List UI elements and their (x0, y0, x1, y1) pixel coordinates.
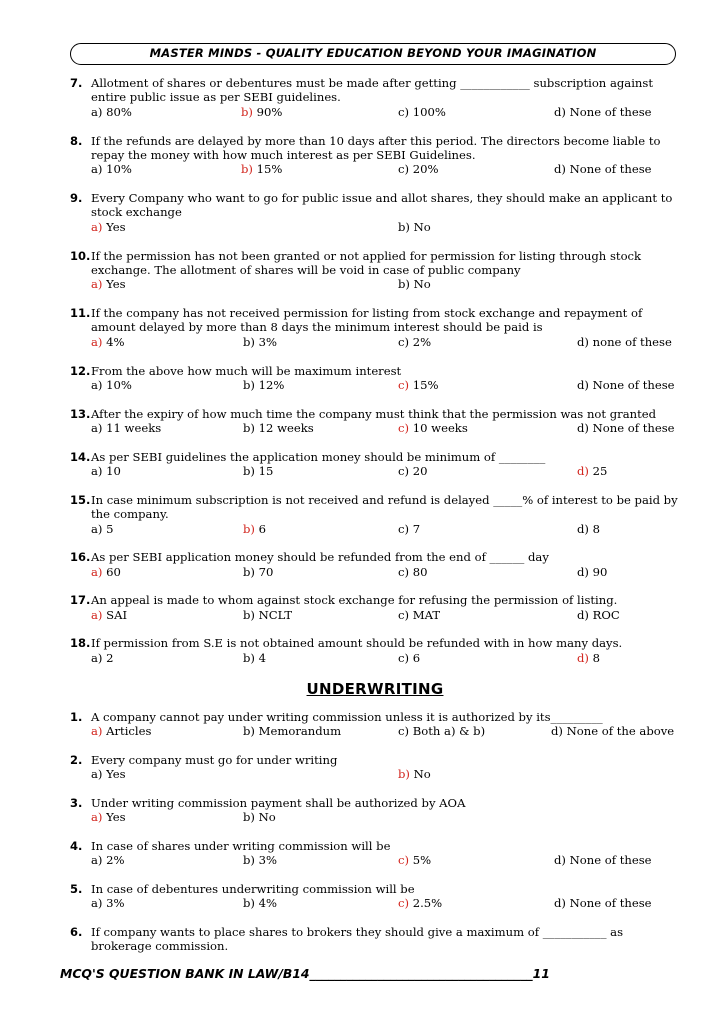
answer-option (398, 853, 431, 867)
options-row (91, 565, 680, 579)
answer-option (398, 767, 431, 781)
option (243, 335, 277, 349)
option-letter: a) (91, 896, 103, 911)
question-text: Under writing commission payment shall be authorized by AOA (91, 795, 466, 810)
option-text: Articles (102, 723, 152, 738)
answer-option (91, 724, 151, 738)
option-letter: a) (91, 162, 103, 177)
question-text: If the refunds are delayed by more than 10 days after this period. The directors become liable to repay the money with how much interest as per SEBI Guidelines. (91, 133, 661, 162)
options-row (91, 220, 680, 234)
option (243, 421, 314, 435)
option-text: 12% (254, 377, 285, 392)
question-text: Every Company who want to go for public issue and allot shares, they should make an applicant to stock exchange (91, 191, 673, 220)
option-letter: b) (243, 421, 255, 435)
option-letter: b) (243, 853, 255, 868)
option (398, 608, 440, 622)
question-text: After the expiry of how much time the company must think that the permission was not granted (91, 406, 657, 421)
options-row (91, 896, 680, 910)
option (398, 162, 439, 176)
option-letter: b) (243, 896, 255, 911)
options-row (91, 421, 680, 435)
option (398, 724, 485, 738)
option-letter: d) (577, 334, 589, 349)
question-text: From the above how much will be maximum interest (91, 363, 402, 378)
option-letter: c) (398, 896, 410, 911)
option-text: Both a) & b) (409, 723, 486, 738)
option-text: 3% (254, 334, 278, 349)
options-row (91, 810, 680, 824)
option-letter: a) (91, 767, 103, 782)
option (243, 896, 277, 910)
question-number: 3. (70, 795, 83, 810)
option (243, 565, 273, 579)
question-number: 12. (70, 363, 91, 378)
question-number: 16. (70, 550, 91, 565)
option-letter: b) (243, 810, 255, 825)
option (577, 421, 675, 435)
option-text: None of these (565, 104, 652, 119)
option-text: Yes (102, 767, 126, 782)
option-text: 10% (102, 162, 132, 177)
options-row (91, 853, 680, 867)
question-number: 15. (70, 492, 91, 507)
option-text: 8 (588, 521, 601, 536)
option (243, 810, 276, 824)
question-number: 11. (70, 306, 91, 320)
option-text: 12 weeks (254, 421, 314, 435)
option (398, 105, 446, 119)
question-number: 8. (70, 133, 83, 148)
option (91, 651, 114, 665)
option-text: 8 (588, 650, 601, 665)
option-letter: b) (398, 219, 410, 234)
option-letter: a) (91, 564, 103, 579)
option (398, 651, 420, 665)
question-item (70, 407, 680, 436)
option (91, 378, 132, 392)
option-text: SAI (102, 607, 128, 622)
option-letter: a) (91, 464, 103, 479)
option-letter: b) (243, 607, 255, 622)
options-row (91, 724, 680, 738)
option-text: 7 (409, 521, 421, 536)
option (91, 767, 126, 781)
option-letter: c) (398, 853, 410, 868)
answer-option (398, 896, 442, 910)
option (243, 378, 284, 392)
answer-option (577, 651, 600, 665)
option-text: 3% (254, 853, 278, 868)
question-number: 13. (70, 406, 91, 421)
answer-option (241, 105, 282, 119)
answer-option (91, 565, 121, 579)
question-text: Every company must go for under writing (91, 752, 338, 767)
option (577, 378, 675, 392)
option-letter: b) (243, 564, 255, 579)
question-item (70, 593, 680, 622)
option-letter: b) (243, 464, 255, 479)
option-letter: a) (91, 104, 103, 119)
option-text: ROC (588, 607, 620, 622)
question-number: 6. (70, 925, 83, 940)
option-text: None of these (588, 421, 675, 435)
options-row (91, 105, 680, 119)
answer-option (241, 162, 282, 176)
option-letter: d) (577, 521, 589, 536)
option-text: None of these (565, 162, 652, 177)
option-text: 5% (409, 853, 432, 868)
question-item (70, 450, 680, 479)
question-item (70, 796, 680, 825)
option-letter: b) (243, 521, 255, 536)
option (554, 896, 652, 910)
question-item (70, 306, 680, 349)
option-text: 3% (102, 896, 125, 911)
section-heading (70, 679, 680, 698)
option-letter: a) (91, 810, 103, 825)
option (554, 105, 652, 119)
question-number: 5. (70, 881, 83, 896)
option-text: 100% (409, 104, 446, 119)
question-item (70, 134, 680, 177)
option (577, 608, 620, 622)
option (243, 853, 277, 867)
option-letter: d) (551, 723, 563, 738)
option-letter: b) (241, 104, 253, 119)
option-text: 2 (102, 650, 114, 665)
option-text: No (409, 277, 431, 292)
option-letter: d) (577, 564, 589, 579)
option-letter: a) (91, 853, 103, 868)
option-letter: a) (91, 219, 103, 234)
question-text: In case of shares under writing commission will be (91, 838, 391, 853)
option (91, 464, 121, 478)
question-text: If permission from S.E is not obtained amount should be refunded with in how many days. (91, 636, 623, 651)
option-letter: c) (398, 162, 410, 177)
question-text: As per SEBI application money should be refunded from the end of ______ day (91, 550, 549, 565)
question-text: If company wants to place shares to brokers they should give a maximum of ___________ as brokerage commission. (91, 925, 624, 954)
option (398, 464, 427, 478)
question-number: 9. (70, 191, 83, 205)
option-text: 15% (409, 377, 439, 392)
option-letter: c) (398, 421, 410, 435)
options-row (91, 464, 680, 478)
option-text: 60 (102, 564, 121, 579)
option (398, 220, 431, 234)
option-letter: b) (243, 334, 255, 349)
question-item (70, 710, 680, 739)
question-text: Allotment of shares or debentures must be made after getting ____________ subscription against entire public issue as per SEBI guidelines. (91, 76, 653, 105)
option-text: 5 (102, 521, 114, 536)
question-text: If the company has not received permission for listing from stock exchange and repayment of amount delayed by more than 8 days the minimum interest should be paid is (91, 306, 643, 335)
option-letter: c) (398, 104, 410, 119)
question-list (70, 76, 680, 968)
option-text: 2% (102, 853, 125, 868)
option-letter: b) (243, 723, 255, 738)
question-text: An appeal is made to whom against stock exchange for refusing the permission of listing. (91, 593, 618, 608)
option-letter: a) (91, 723, 103, 738)
question-item (70, 636, 680, 665)
option-letter: a) (91, 521, 103, 536)
answer-option (91, 335, 125, 349)
question-number: 14. (70, 449, 91, 464)
option-letter: d) (577, 607, 589, 622)
option-text: 10% (102, 377, 132, 392)
option-letter: c) (398, 464, 410, 479)
option-letter: a) (91, 421, 103, 435)
option (91, 421, 161, 435)
question-text: As per SEBI guidelines the application money should be minimum of ________ (91, 449, 546, 464)
question-item (70, 550, 680, 579)
option (577, 335, 672, 349)
question-number: 10. (70, 248, 91, 263)
option (243, 608, 292, 622)
section-title: UNDERWRITING (306, 679, 444, 698)
option-text: 2.5% (409, 896, 443, 911)
option-text: 4 (254, 650, 267, 665)
option-text: None of these (565, 896, 652, 911)
option-text: None of these (565, 853, 652, 868)
option-letter: c) (398, 607, 410, 622)
option-letter: d) (577, 464, 589, 479)
question-item (70, 249, 680, 292)
option-letter: a) (91, 334, 103, 349)
option-text: NCLT (254, 607, 293, 622)
option-letter: a) (91, 607, 103, 622)
answer-option (91, 220, 126, 234)
question-item (70, 753, 680, 782)
option-text: 10 (102, 464, 121, 479)
option (554, 162, 652, 176)
option (551, 724, 674, 738)
option-text: MAT (409, 607, 441, 622)
question-item (70, 364, 680, 393)
page-footer: MCQ'S QUESTION BANK IN LAW/B14____________________________________11 (60, 966, 550, 981)
option-text: 90 (588, 564, 608, 579)
option (243, 651, 266, 665)
option-text: No (254, 810, 276, 825)
options-row (91, 162, 680, 176)
option-letter: d) (554, 896, 566, 911)
option-text: 20 (409, 464, 428, 479)
question-item (70, 191, 680, 234)
option-letter: c) (398, 377, 410, 392)
option-letter: b) (398, 767, 410, 782)
option-text: Yes (102, 219, 126, 234)
question-text: In case minimum subscription is not received and refund is delayed _____% of interest to be paid by the company. (91, 492, 678, 522)
option-letter: d) (577, 377, 589, 392)
option-text: 4% (102, 334, 125, 349)
option-text: 2% (409, 334, 432, 349)
option-text: 6 (409, 650, 421, 665)
question-item (70, 493, 680, 536)
option (398, 335, 431, 349)
question-item (70, 76, 680, 119)
option-letter: c) (398, 334, 410, 349)
option-text: Yes (102, 277, 126, 292)
options-row (91, 522, 680, 536)
answer-option (91, 277, 126, 291)
answer-option (243, 522, 266, 536)
option-text: 80 (409, 564, 428, 579)
option-text: No (409, 219, 431, 234)
option-letter: b) (398, 277, 410, 292)
option-letter: c) (398, 521, 410, 536)
option (91, 522, 114, 536)
option-letter: b) (241, 162, 253, 177)
options-row (91, 608, 680, 622)
question-number: 1. (70, 709, 83, 724)
option-text: 11 weeks (102, 421, 162, 435)
option-text: 4% (254, 896, 278, 911)
option (91, 162, 132, 176)
option (398, 277, 431, 291)
option-text: 70 (254, 564, 274, 579)
option-letter: d) (554, 104, 566, 119)
option (398, 522, 420, 536)
options-row (91, 651, 680, 665)
page-header: MASTER MINDS - QUALITY EDUCATION BEYOND YOUR IMAGINATION (70, 43, 676, 65)
option-text: 6 (254, 521, 267, 536)
option-letter: d) (577, 421, 589, 435)
answer-option (577, 464, 607, 478)
option (243, 724, 341, 738)
option-text: 80% (102, 104, 132, 119)
question-number: 4. (70, 838, 83, 853)
option-letter: a) (91, 277, 103, 292)
option-letter: c) (398, 564, 410, 579)
option (577, 565, 607, 579)
option (243, 464, 273, 478)
question-number: 17. (70, 593, 91, 608)
option (577, 522, 600, 536)
option-text: Memorandum (254, 723, 342, 738)
option (91, 896, 125, 910)
answer-option (91, 608, 127, 622)
option-text: 15 (254, 464, 274, 479)
option-letter: c) (398, 723, 410, 738)
option-letter: b) (243, 650, 255, 665)
option-letter: d) (554, 853, 566, 868)
answer-option (398, 421, 468, 435)
options-row (91, 277, 680, 291)
question-number: 7. (70, 76, 83, 90)
question-number: 18. (70, 636, 91, 651)
options-row (91, 335, 680, 349)
option-text: No (409, 767, 431, 782)
option-letter: b) (243, 377, 255, 392)
question-text: If the permission has not been granted or not applied for permission for listing through stock exchange. The allotment of shares will be void in case of public company (91, 248, 642, 277)
option-text: 10 weeks (409, 421, 468, 435)
option-text: None of the above (562, 723, 675, 738)
option-text: 25 (588, 464, 608, 479)
option-text: Yes (102, 810, 126, 825)
option-text: none of these (588, 334, 672, 349)
question-text: A company cannot pay under writing commission unless it is authorized by its_________ (91, 709, 603, 724)
option-letter: d) (554, 162, 566, 177)
question-number: 2. (70, 752, 83, 767)
option-text: 20% (409, 162, 439, 177)
option-letter: c) (398, 650, 410, 665)
option-letter: a) (91, 650, 103, 665)
option (554, 853, 652, 867)
question-item (70, 925, 680, 954)
option (91, 853, 125, 867)
option-text: None of these (588, 377, 675, 392)
option (91, 105, 132, 119)
answer-option (91, 810, 126, 824)
options-row (91, 767, 680, 781)
question-text: In case of debentures underwriting commission will be (91, 881, 415, 896)
option (398, 565, 427, 579)
option-letter: a) (91, 377, 103, 392)
options-row (91, 378, 680, 392)
answer-option (398, 378, 439, 392)
option-letter: d) (577, 650, 589, 665)
question-item (70, 839, 680, 868)
option-text: 90% (252, 104, 283, 119)
option-text: 15% (252, 162, 283, 177)
question-item (70, 882, 680, 911)
